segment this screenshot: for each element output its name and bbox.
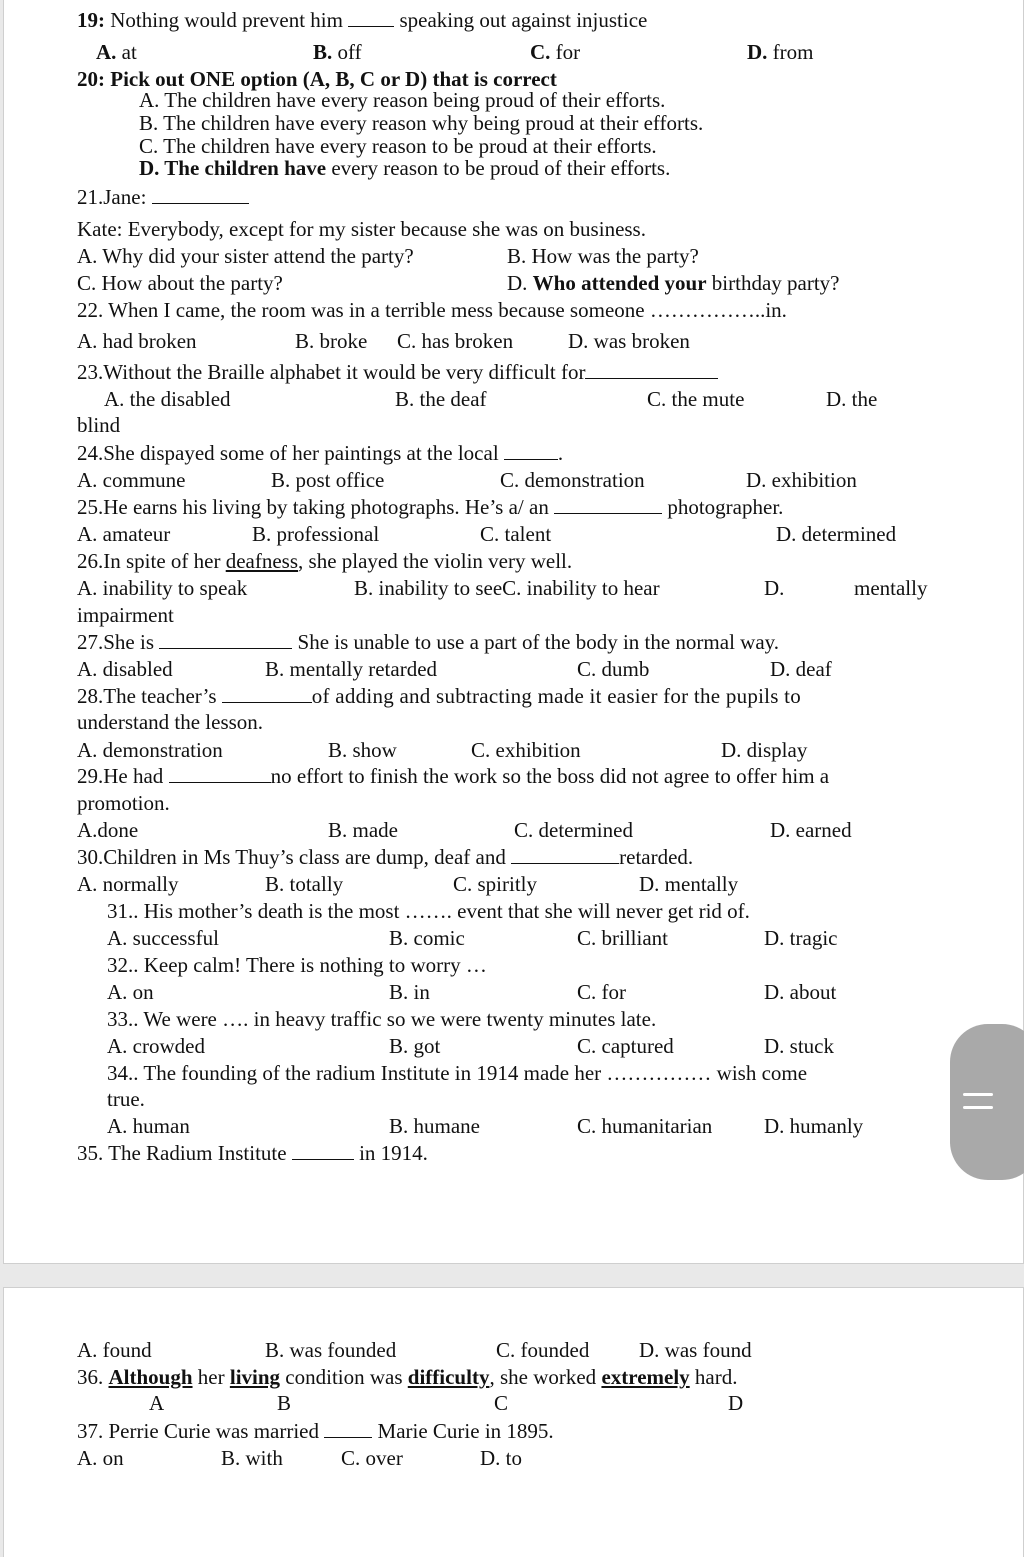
question-36: 36. Although her living condition was difficulty, she worked extremely hard.	[77, 1365, 738, 1389]
scroll-handle[interactable]	[950, 1024, 1024, 1180]
option-d: D. mentally	[639, 872, 739, 896]
option-c: C. the mute	[647, 387, 745, 411]
option-a: A. The children have every reason being proud of their efforts.	[139, 88, 666, 112]
option-c: C. humanitarian	[577, 1114, 713, 1138]
option-d: D. was found	[639, 1338, 752, 1362]
option-b: B. got	[389, 1034, 441, 1058]
grip-line-icon	[963, 1093, 993, 1096]
option-b: B. How was the party?	[507, 244, 699, 268]
option-a: A. amateur	[77, 522, 171, 546]
option-b: B. in	[389, 980, 430, 1004]
answer-blank	[324, 1419, 372, 1438]
option-d: D. humanly	[764, 1114, 864, 1138]
option-d: D. about	[764, 980, 837, 1004]
option-a: A. had broken	[77, 329, 197, 353]
question-35: 35. The Radium Institute in 1914.	[77, 1141, 428, 1165]
option-b: B. comic	[389, 926, 465, 950]
dialogue-line: Kate: Everybody, except for my sister because she was on business.	[77, 217, 646, 241]
option-d: D. was broken	[568, 329, 690, 353]
option-d: D. stuck	[764, 1034, 834, 1058]
answer-blank	[511, 845, 619, 864]
option-c: C. captured	[577, 1034, 674, 1058]
question-29: 29.He had no effort to finish the work so the boss did not agree to offer him a	[77, 764, 830, 788]
underlined-word-b: living	[229, 1365, 281, 1389]
question-26: 26.In spite of her deafness, she played the violin very well.	[77, 549, 573, 573]
question-31: 31.. His mother’s death is the most ……. event that she will never get rid of.	[107, 899, 750, 923]
option-a: A. the disabled	[104, 387, 231, 411]
option-c: C. spiritly	[453, 872, 538, 896]
question-19: 19: Nothing would prevent him speaking out against injustice	[77, 8, 648, 32]
option-d: D. exhibition	[746, 468, 857, 492]
option-b: B. post office	[271, 468, 385, 492]
answer-blank	[554, 495, 662, 514]
option-b: B. made	[328, 818, 398, 842]
option-a: A. commune	[77, 468, 186, 492]
answer-blank	[504, 441, 558, 460]
label-b: B	[277, 1391, 292, 1415]
question-20-heading: 20: Pick out ONE option (A, B, C or D) that is correct	[77, 67, 557, 91]
option-a: A. human	[107, 1114, 190, 1138]
option-a: A. disabled	[77, 657, 173, 681]
option-b: B. off	[313, 40, 362, 64]
question-21: 21.Jane:	[77, 184, 249, 210]
option-d-continued: blind	[77, 413, 121, 437]
option-b: B. humane	[389, 1114, 480, 1138]
label-c: C	[494, 1391, 509, 1415]
label-a: A	[149, 1391, 165, 1415]
underlined-word-c: difficulty	[407, 1365, 490, 1389]
option-c: C. founded	[496, 1338, 590, 1362]
option-a: A. demonstration	[77, 738, 223, 762]
option-a: A. normally	[77, 872, 179, 896]
question-27: 27.She is She is unable to use a part of the body in the normal way.	[77, 630, 780, 654]
option-c: C. brilliant	[577, 926, 668, 950]
option-a: A. found	[77, 1338, 152, 1362]
option-c: C. The children have every reason to be proud at their efforts.	[139, 134, 657, 158]
question-34-continued: true.	[107, 1087, 145, 1111]
option-c: C. dumb	[577, 657, 650, 681]
document-page-2	[3, 1287, 1024, 1557]
option-d: D. deaf	[770, 657, 832, 681]
option-d: D. Who attended your birthday party?	[507, 271, 840, 295]
option-d: D.	[764, 576, 785, 600]
option-b: B. broke	[295, 329, 368, 353]
question-33: 33.. We were …. in heavy traffic so we were twenty minutes late.	[107, 1007, 657, 1031]
question-32: 32.. Keep calm! There is nothing to worry …	[107, 953, 487, 977]
option-c: C. has broken	[397, 329, 514, 353]
option-c: C. over	[341, 1446, 403, 1470]
grip-line-icon	[963, 1106, 993, 1109]
question-28: 28.The teacher’s of adding and subtracting made it easier for the pupils to	[77, 684, 802, 708]
question-34: 34.. The founding of the radium Institute in 1914 made her …………… wish come	[107, 1061, 808, 1085]
document-page-1	[3, 0, 1024, 1264]
option-a: A.done	[77, 818, 139, 842]
option-b: B. show	[328, 738, 397, 762]
underlined-word: deafness	[225, 549, 299, 573]
option-c: C. demonstration	[500, 468, 645, 492]
option-d: D. to	[480, 1446, 522, 1470]
option-b: B. professional	[252, 522, 380, 546]
option-d: D. tragic	[764, 926, 838, 950]
option-a: A. Why did your sister attend the party?	[77, 244, 414, 268]
option-a: A. at	[96, 40, 137, 64]
label-d: D	[728, 1391, 744, 1415]
option-b: B. The children have every reason why being proud at their efforts.	[139, 111, 704, 135]
underlined-word-d: extremely	[601, 1365, 690, 1389]
question-22: 22. When I came, the room was in a terrible mess because someone ……………..in.	[77, 298, 787, 322]
answer-blank	[222, 684, 312, 703]
option-b: B. totally	[265, 872, 344, 896]
option-a: A. inability to speak	[77, 576, 248, 600]
option-c: C. exhibition	[471, 738, 581, 762]
option-d: D. earned	[770, 818, 852, 842]
option-a: A. on	[77, 1446, 124, 1470]
option-c: C. How about the party?	[77, 271, 283, 295]
option-b: B. mentally retarded	[265, 657, 438, 681]
answer-blank	[152, 185, 249, 204]
answer-blank	[292, 1141, 354, 1160]
option-c: C. talent	[480, 522, 552, 546]
option-d: D. display	[721, 738, 808, 762]
option-a: A. on	[107, 980, 154, 1004]
option-d: D. the	[826, 387, 878, 411]
option-d: D. determined	[776, 522, 897, 546]
option-b-c: B. inability to seeC. inability to hear	[354, 576, 660, 600]
option-b: B. with	[221, 1446, 283, 1470]
option-d-text: mentally	[854, 576, 928, 600]
option-a: A. crowded	[107, 1034, 205, 1058]
option-d-continued: impairment	[77, 603, 174, 627]
option-d: D. The children have every reason to be proud of their efforts.	[139, 156, 671, 180]
option-c: C. for	[530, 40, 581, 64]
question-28-continued: understand the lesson.	[77, 710, 264, 734]
option-c: C. for	[577, 980, 626, 1004]
question-29-continued: promotion.	[77, 791, 170, 815]
answer-blank	[585, 360, 718, 379]
option-d: D. from	[747, 40, 814, 64]
answer-blank	[348, 8, 394, 27]
question-number: 19:	[77, 8, 105, 32]
option-a: A. successful	[107, 926, 219, 950]
question-30: 30.Children in Ms Thuy’s class are dump, deaf and retarded.	[77, 845, 694, 869]
question-23: 23.Without the Braille alphabet it would be very difficult for	[77, 359, 718, 385]
answer-blank	[169, 764, 271, 783]
option-b: B. was founded	[265, 1338, 397, 1362]
answer-blank	[159, 630, 292, 649]
question-37: 37. Perrie Curie was married Marie Curie in 1895.	[77, 1419, 554, 1443]
question-24: 24.She dispayed some of her paintings at the local .	[77, 441, 564, 465]
option-b: B. the deaf	[395, 387, 487, 411]
underlined-word-a: Although	[108, 1365, 193, 1389]
question-25: 25.He earns his living by taking photographs. He’s a/ an photographer.	[77, 495, 784, 519]
option-c: C. determined	[514, 818, 633, 842]
